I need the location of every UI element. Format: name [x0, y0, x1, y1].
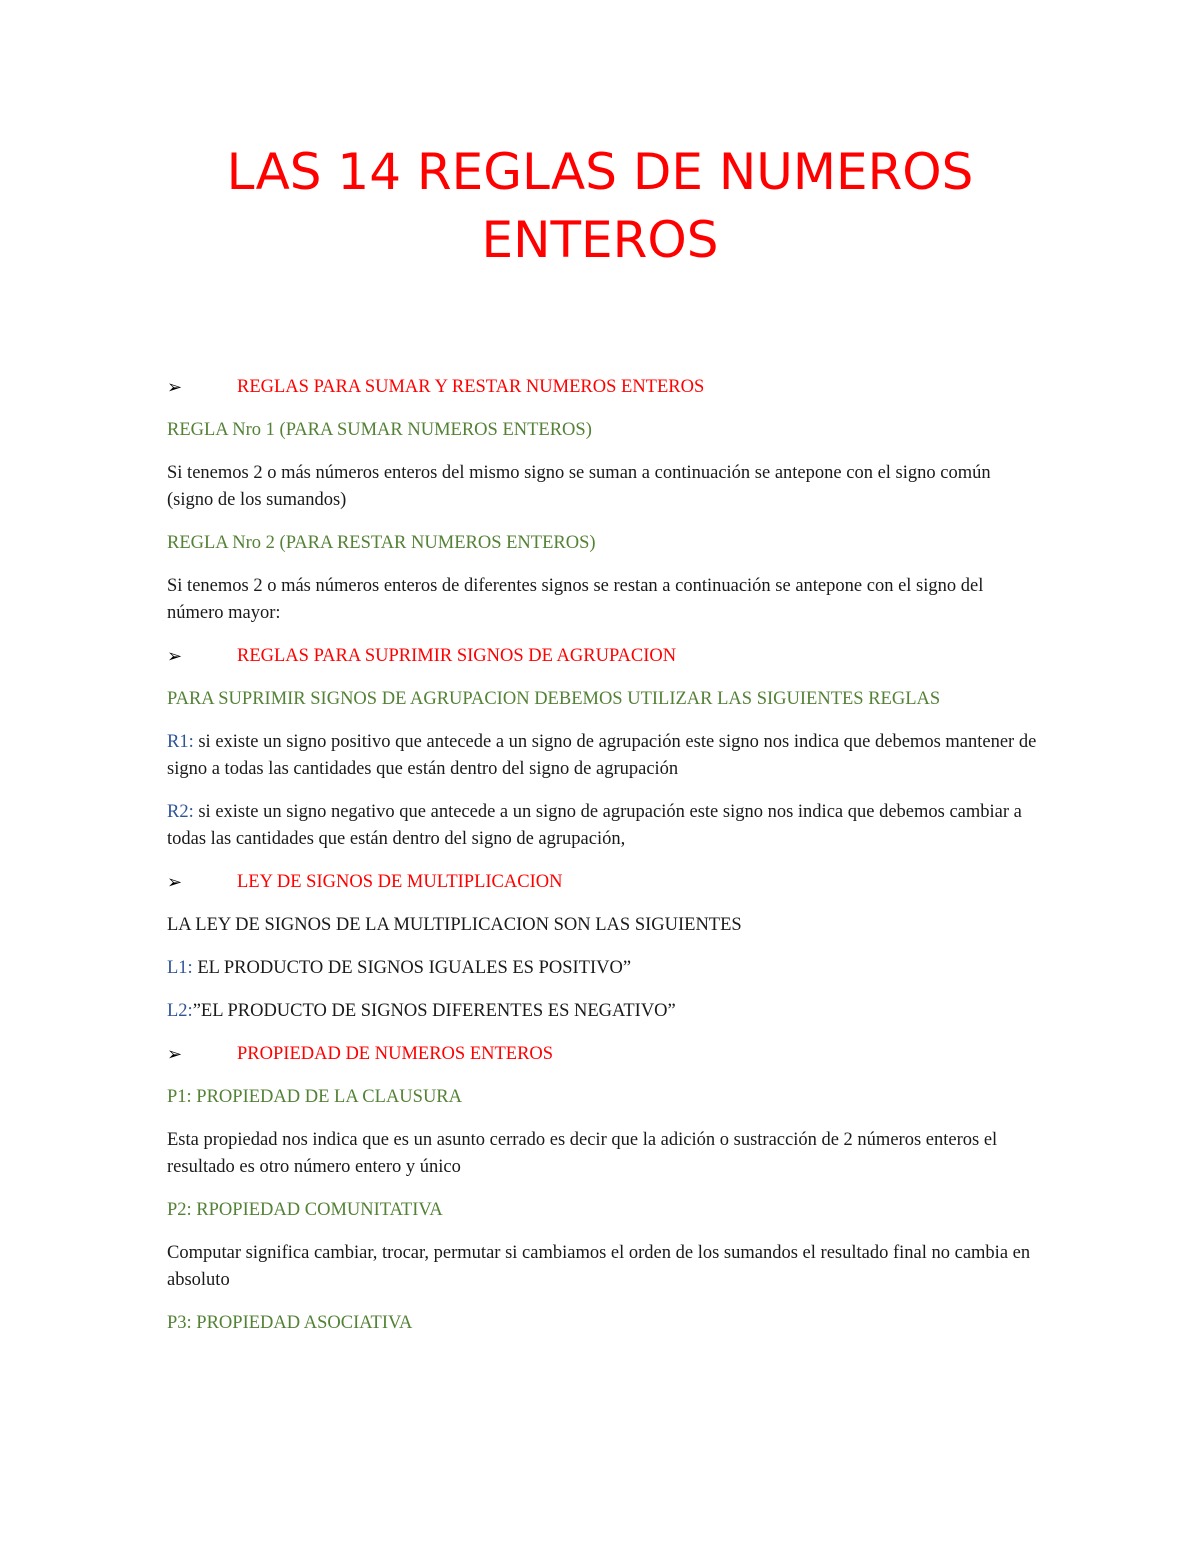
section-heading-ley-signos: ➢ LEY DE SIGNOS DE MULTIPLICACION: [167, 869, 1037, 896]
rule-2-text: Si tenemos 2 o más números enteros de diferentes signos se restan a continuación se antepone con el signo del número mayor:: [167, 576, 984, 623]
law-text: ”EL PRODUCTO DE SIGNOS DIFERENTES ES NEGATIVO”: [192, 1001, 676, 1021]
property-1-heading: P1: PROPIEDAD DE LA CLAUSURA: [167, 1087, 463, 1107]
agrupacion-rule-1: [167, 729, 1037, 783]
rule-label: R2:: [167, 802, 194, 822]
property-2-text: Computar significa cambiar, trocar, permutar si cambiamos el orden de los sumandos el resultado final no cambia en absoluto: [167, 1243, 1031, 1290]
arrowhead-bullet-icon: ➢: [167, 646, 183, 667]
title-line-2: ENTEROS: [481, 211, 719, 269]
arrowhead-bullet-icon: ➢: [167, 1044, 183, 1065]
property-2-heading: P2: RPOPIEDAD COMUNITATIVA: [167, 1200, 443, 1220]
document-title: [0, 138, 1200, 274]
agrupacion-rule-2: [167, 799, 1037, 853]
rule-text: si existe un signo positivo que antecede a un signo de agrupación este signo nos indica que debemos mantener de signo a todas las cantidades que están dentro del signo de agrupación: [167, 732, 1037, 779]
law-label: L2:: [167, 1001, 193, 1021]
ley-signos-intro: LA LEY DE SIGNOS DE LA MULTIPLICACION SON LAS SIGUIENTES: [167, 915, 742, 935]
property-3-heading: P3: PROPIEDAD ASOCIATIVA: [167, 1313, 413, 1333]
rule-1-text: Si tenemos 2 o más números enteros del mismo signo se suman a continuación se antepone con el signo común (signo de los sumandos): [167, 463, 991, 510]
rule-text: si existe un signo negativo que antecede a un signo de agrupación este signo nos indica que debemos cambiar a todas las cantidades que están dentro del signo de agrupación,: [167, 802, 1022, 849]
rule-label: R1:: [167, 732, 194, 752]
law-text: EL PRODUCTO DE SIGNOS IGUALES ES POSITIVO”: [192, 958, 632, 978]
title-line-1: LAS 14 REGLAS DE NUMEROS: [226, 143, 974, 201]
agrupacion-intro: PARA SUPRIMIR SIGNOS DE AGRUPACION DEBEMOS UTILIZAR LAS SIGUIENTES REGLAS: [167, 689, 941, 709]
section-heading-agrupacion: ➢ REGLAS PARA SUPRIMIR SIGNOS DE AGRUPACION: [167, 643, 1037, 670]
law-label: L1:: [167, 958, 193, 978]
section-heading-propiedad: ➢ PROPIEDAD DE NUMEROS ENTEROS: [167, 1041, 1037, 1068]
document-body: [167, 374, 1037, 1353]
rule-2-heading: REGLA Nro 2 (PARA RESTAR NUMEROS ENTEROS): [167, 533, 596, 553]
rule-1-heading: REGLA Nro 1 (PARA SUMAR NUMEROS ENTEROS): [167, 420, 592, 440]
ley-2: [167, 998, 1037, 1025]
arrowhead-bullet-icon: ➢: [167, 377, 183, 398]
property-1-text: Esta propiedad nos indica que es un asunto cerrado es decir que la adición o sustracción de 2 números enteros el resultado es otro número entero y único: [167, 1130, 998, 1177]
section-heading-sumar-restar: ➢ REGLAS PARA SUMAR Y RESTAR NUMEROS ENTEROS: [167, 374, 1037, 401]
ley-1: [167, 955, 1037, 982]
arrowhead-bullet-icon: ➢: [167, 872, 183, 893]
